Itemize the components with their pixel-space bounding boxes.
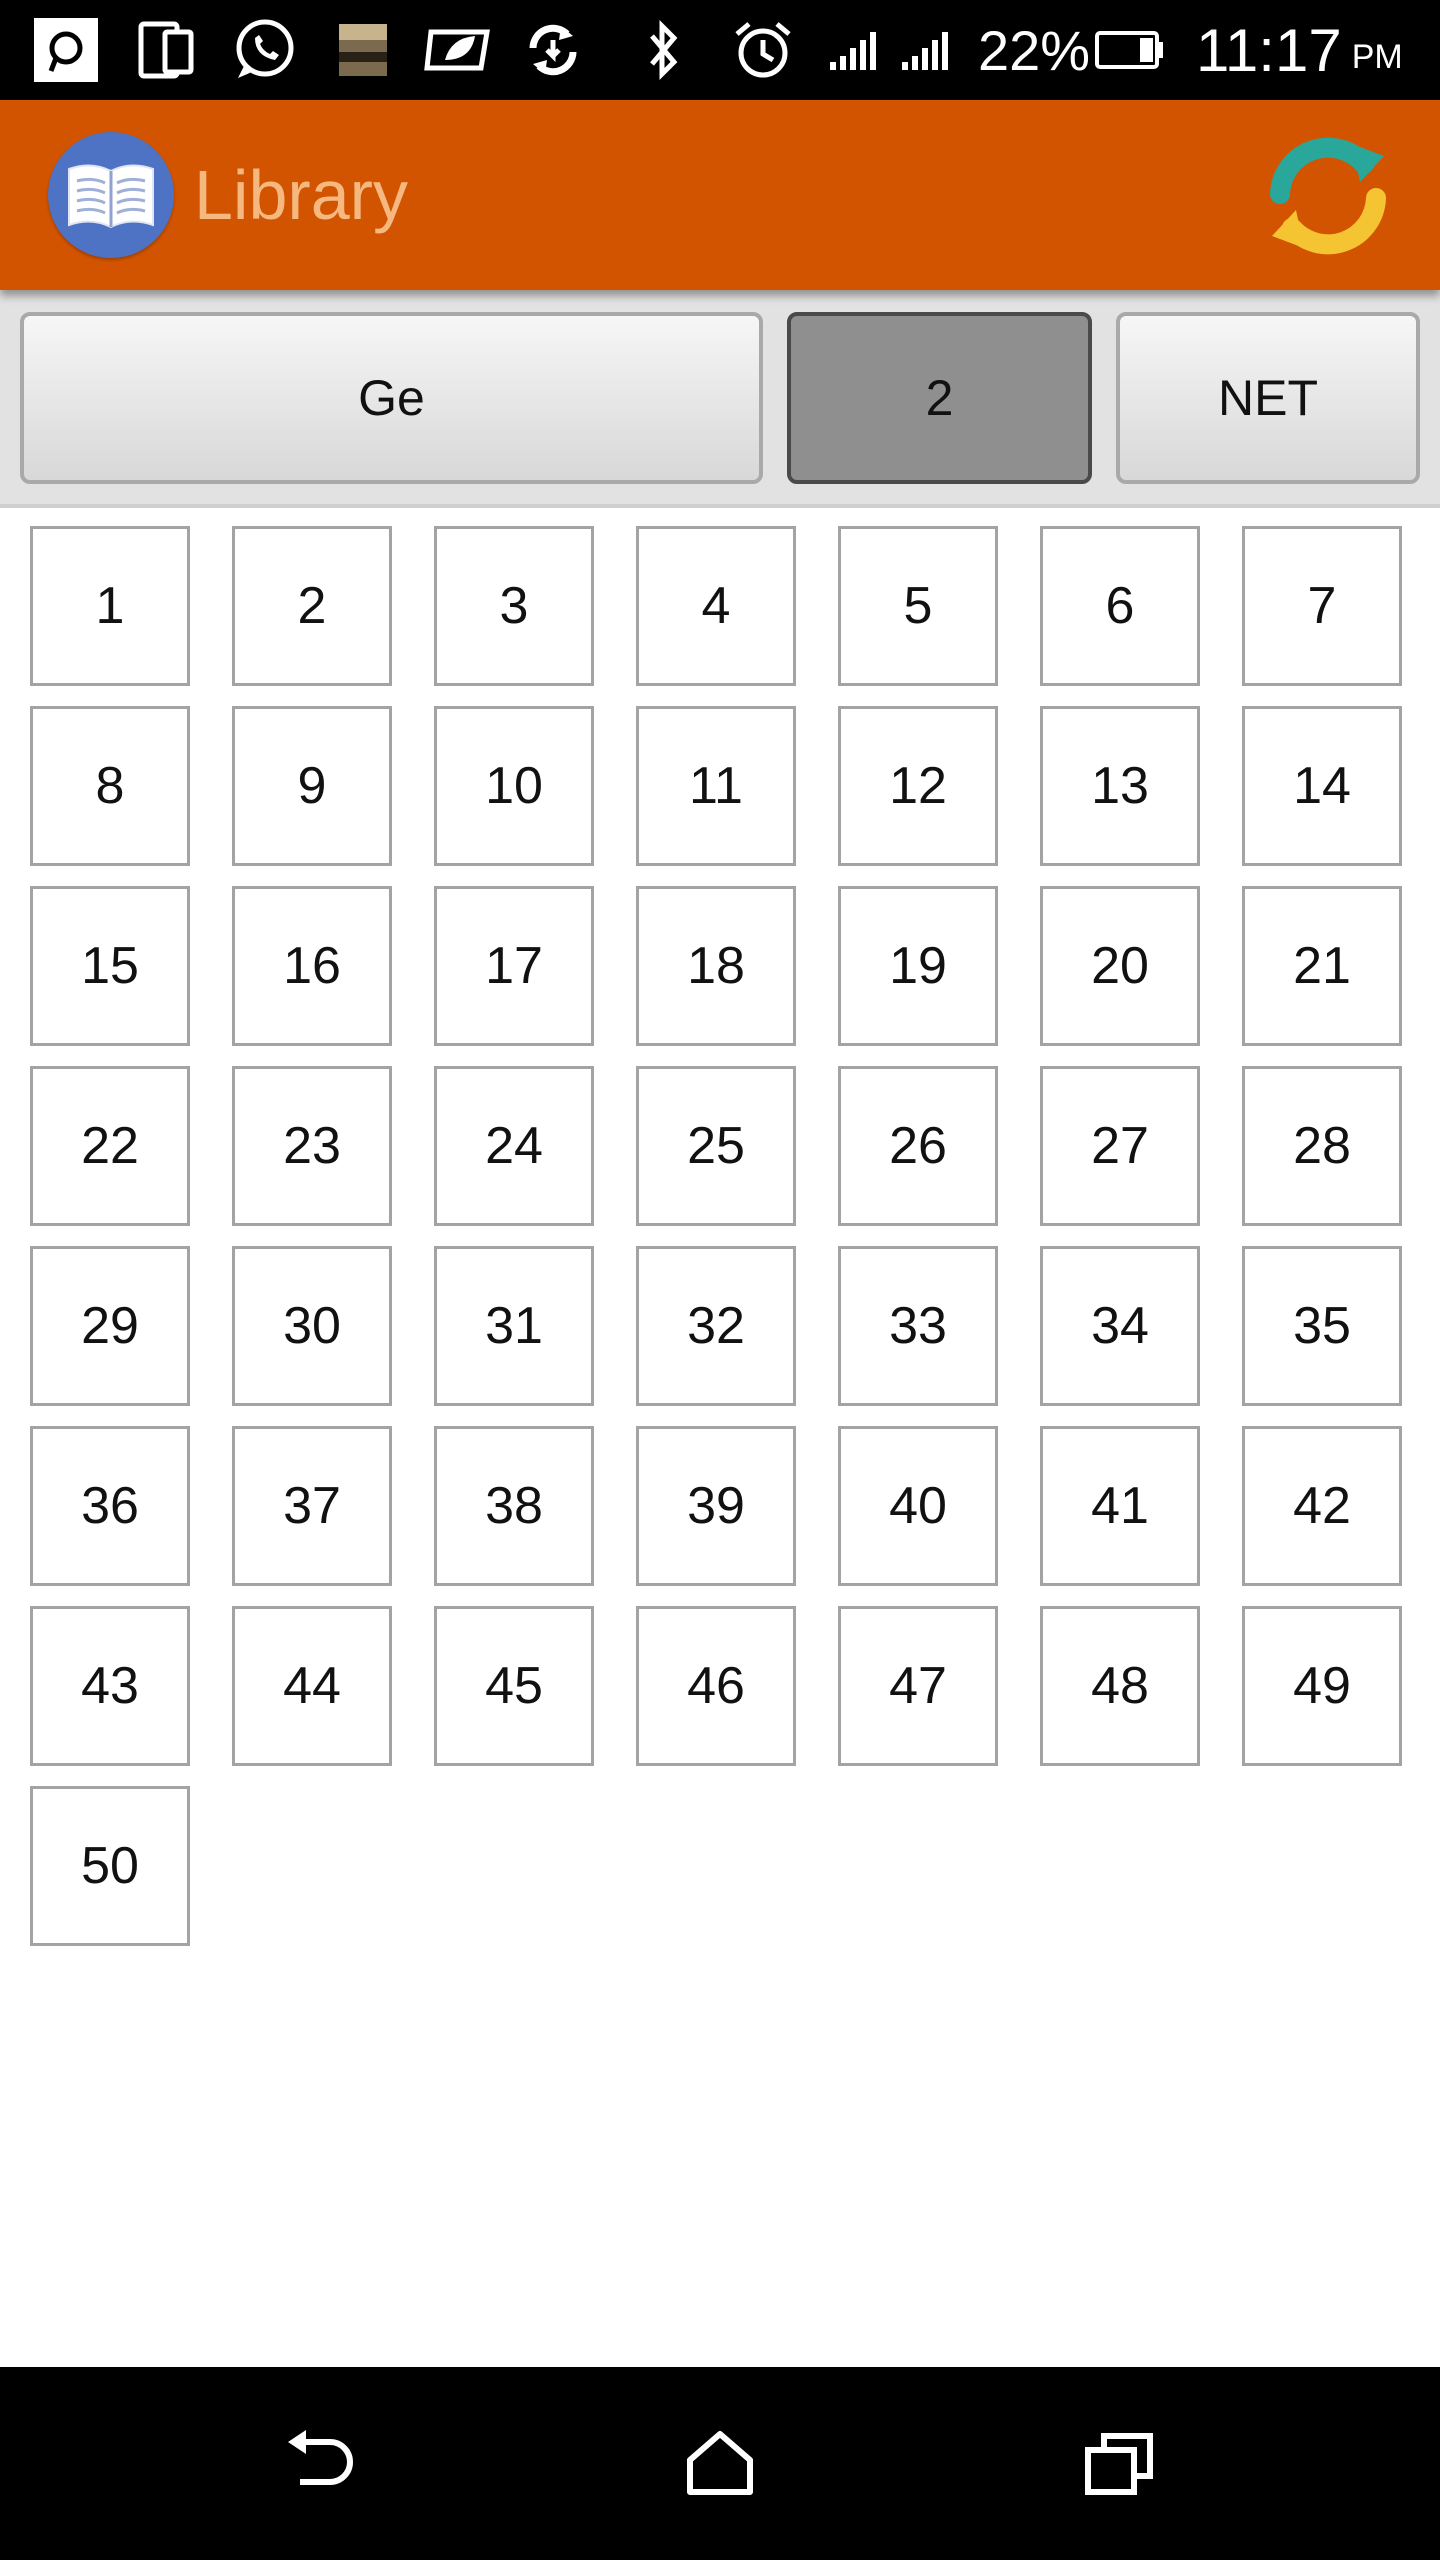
whatsapp-icon (226, 14, 302, 86)
refresh-button[interactable] (1262, 130, 1394, 262)
battery-percent: 22% (978, 18, 1091, 82)
signal-2-icon (898, 14, 962, 86)
grid-cell[interactable]: 6 (1040, 526, 1200, 686)
grid-cell[interactable]: 13 (1040, 706, 1200, 866)
signal-icon (826, 14, 890, 86)
page-2-button[interactable]: 2 (787, 312, 1092, 484)
grid-cell[interactable]: 46 (636, 1606, 796, 1766)
grid-cell[interactable]: 12 (838, 706, 998, 866)
back-icon[interactable] (270, 2413, 370, 2513)
grid-cell[interactable]: 14 (1242, 706, 1402, 866)
ge-button[interactable]: Ge (20, 312, 763, 484)
grid-cell[interactable]: 31 (434, 1246, 594, 1406)
grid-cell[interactable]: 21 (1242, 886, 1402, 1046)
grid-cell[interactable]: 28 (1242, 1066, 1402, 1226)
grid-cell[interactable]: 35 (1242, 1246, 1402, 1406)
clock-time: 11:17 (1196, 16, 1342, 84)
toolbar (0, 290, 1440, 508)
app-title: Library (194, 156, 408, 234)
number-grid (30, 526, 1410, 1946)
grid-cell[interactable]: 17 (434, 886, 594, 1046)
clock (1196, 14, 1403, 86)
status-bar (0, 0, 1440, 100)
grid-cell[interactable]: 39 (636, 1426, 796, 1586)
grid-cell[interactable]: 49 (1242, 1606, 1402, 1766)
grid-cell[interactable]: 5 (838, 526, 998, 686)
grid-cell[interactable]: 34 (1040, 1246, 1200, 1406)
grid-cell[interactable]: 43 (30, 1606, 190, 1766)
sync-icon (518, 14, 588, 86)
grid-cell[interactable]: 40 (838, 1426, 998, 1586)
grid-cell[interactable]: 4 (636, 526, 796, 686)
grid-cell[interactable]: 38 (434, 1426, 594, 1586)
net-button[interactable]: NET (1116, 312, 1420, 484)
open-book-icon[interactable] (48, 132, 174, 258)
leaf-card-icon (420, 14, 498, 86)
grid-cell[interactable]: 22 (30, 1066, 190, 1226)
grid-cell[interactable]: 9 (232, 706, 392, 866)
bluetooth-icon (634, 14, 694, 86)
app-bar (0, 100, 1440, 290)
grid-cell[interactable]: 1 (30, 526, 190, 686)
grid-cell[interactable]: 36 (30, 1426, 190, 1586)
grid-cell[interactable]: 32 (636, 1246, 796, 1406)
grid-cell[interactable]: 3 (434, 526, 594, 686)
grid-cell[interactable]: 23 (232, 1066, 392, 1226)
grid-cell[interactable]: 45 (434, 1606, 594, 1766)
grid-cell[interactable]: 11 (636, 706, 796, 866)
grid-cell[interactable]: 8 (30, 706, 190, 866)
refresh-icon (1264, 132, 1392, 260)
battery-icon (1094, 14, 1166, 86)
grid-cell[interactable]: 20 (1040, 886, 1200, 1046)
alarm-icon (728, 14, 798, 86)
grid-cell[interactable]: 44 (232, 1606, 392, 1766)
grid-cell[interactable]: 41 (1040, 1426, 1200, 1586)
grid-cell[interactable]: 29 (30, 1246, 190, 1406)
grid-cell[interactable]: 15 (30, 886, 190, 1046)
grid-cell[interactable]: 18 (636, 886, 796, 1046)
nav-bar (0, 2367, 1440, 2560)
grid-cell[interactable]: 30 (232, 1246, 392, 1406)
home-icon[interactable] (670, 2413, 770, 2513)
calendar-widget-icon (328, 14, 398, 86)
grid-cell[interactable]: 26 (838, 1066, 998, 1226)
clock-ampm: PM (1351, 37, 1403, 76)
app-p-icon (26, 14, 106, 86)
grid-cell[interactable]: 2 (232, 526, 392, 686)
grid-cell[interactable]: 27 (1040, 1066, 1200, 1226)
grid-cell[interactable]: 10 (434, 706, 594, 866)
grid-cell[interactable]: 33 (838, 1246, 998, 1406)
grid-cell[interactable]: 7 (1242, 526, 1402, 686)
phone-tablet-icon (132, 14, 202, 86)
grid-cell[interactable]: 48 (1040, 1606, 1200, 1766)
grid-cell[interactable]: 42 (1242, 1426, 1402, 1586)
grid-cell[interactable]: 16 (232, 886, 392, 1046)
grid-cell[interactable]: 19 (838, 886, 998, 1046)
recent-apps-icon[interactable] (1070, 2413, 1170, 2513)
grid-cell[interactable]: 37 (232, 1426, 392, 1586)
grid-cell[interactable]: 25 (636, 1066, 796, 1226)
grid-cell[interactable]: 24 (434, 1066, 594, 1226)
grid-cell[interactable]: 50 (30, 1786, 190, 1946)
grid-cell[interactable]: 47 (838, 1606, 998, 1766)
